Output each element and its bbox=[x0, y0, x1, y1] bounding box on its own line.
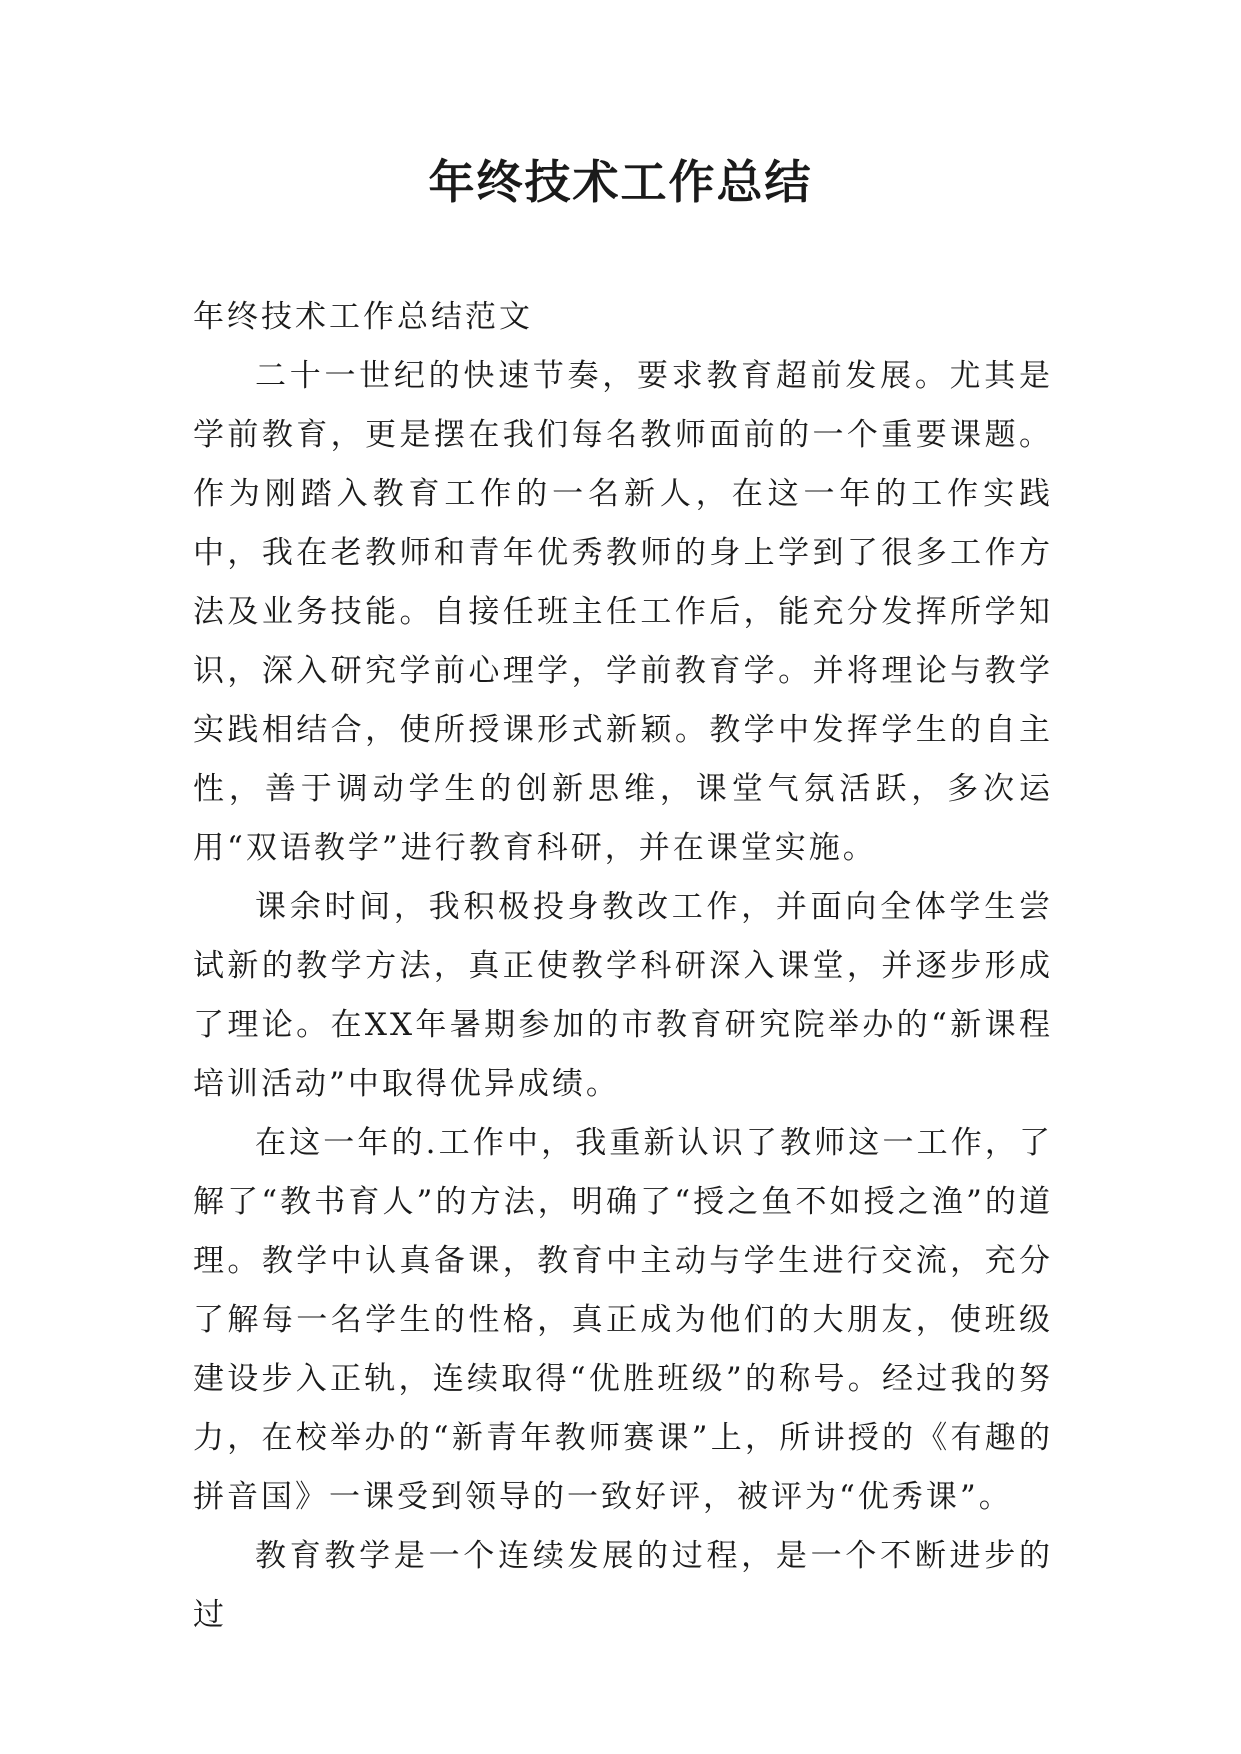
document-body bbox=[193, 288, 1053, 1645]
paragraph-3: 在这一年的.工作中，我重新认识了教师这一工作，了解了“教书育人”的方法，明确了“授之鱼不如授之渔”的道理。教学中认真备课，教育中主动与学生进行交流，充分了解每一名学生的性格，真正成为他们的大朋友，使班级建设步入正轨，连续取得“优胜班级”的称号。经过我的努力，在校举办的“新青年教师赛课”上，所讲授的《有趣的拼音国》一课受到领导的一致好评，被评为“优秀课”。 bbox=[193, 1125, 1053, 1515]
paragraph-2: 课余时间，我积极投身教改工作，并面向全体学生尝试新的教学方法，真正使教学科研深入课堂，并逐步形成了理论。在XX年暑期参加的市教育研究院举办的“新课程培训活动”中取得优异成绩。 bbox=[193, 889, 1053, 1102]
paragraph-4: 教育教学是一个连续发展的过程，是一个不断进步的过 bbox=[193, 1538, 1053, 1633]
paragraph-1: 二十一世纪的快速节奏，要求教育超前发展。尤其是学前教育，更是摆在我们每名教师面前的一个重要课题。作为刚踏入教育工作的一名新人，在这一年的工作实践中，我在老教师和青年优秀教师的身上学到了很多工作方法及业务技能。自接任班主任工作后，能充分发挥所学知识，深入研究学前心理学，学前教育学。并将理论与教学实践相结合，使所授课形式新颖。教学中发挥学生的自主性，善于调动学生的创新思维，课堂气氛活跃，多次运用“双语教学”进行教育科研，并在课堂实施。 bbox=[193, 358, 1053, 866]
document-title: 年终技术工作总结 bbox=[428, 155, 813, 209]
document-subtitle: 年终技术工作总结范文 bbox=[193, 299, 533, 335]
